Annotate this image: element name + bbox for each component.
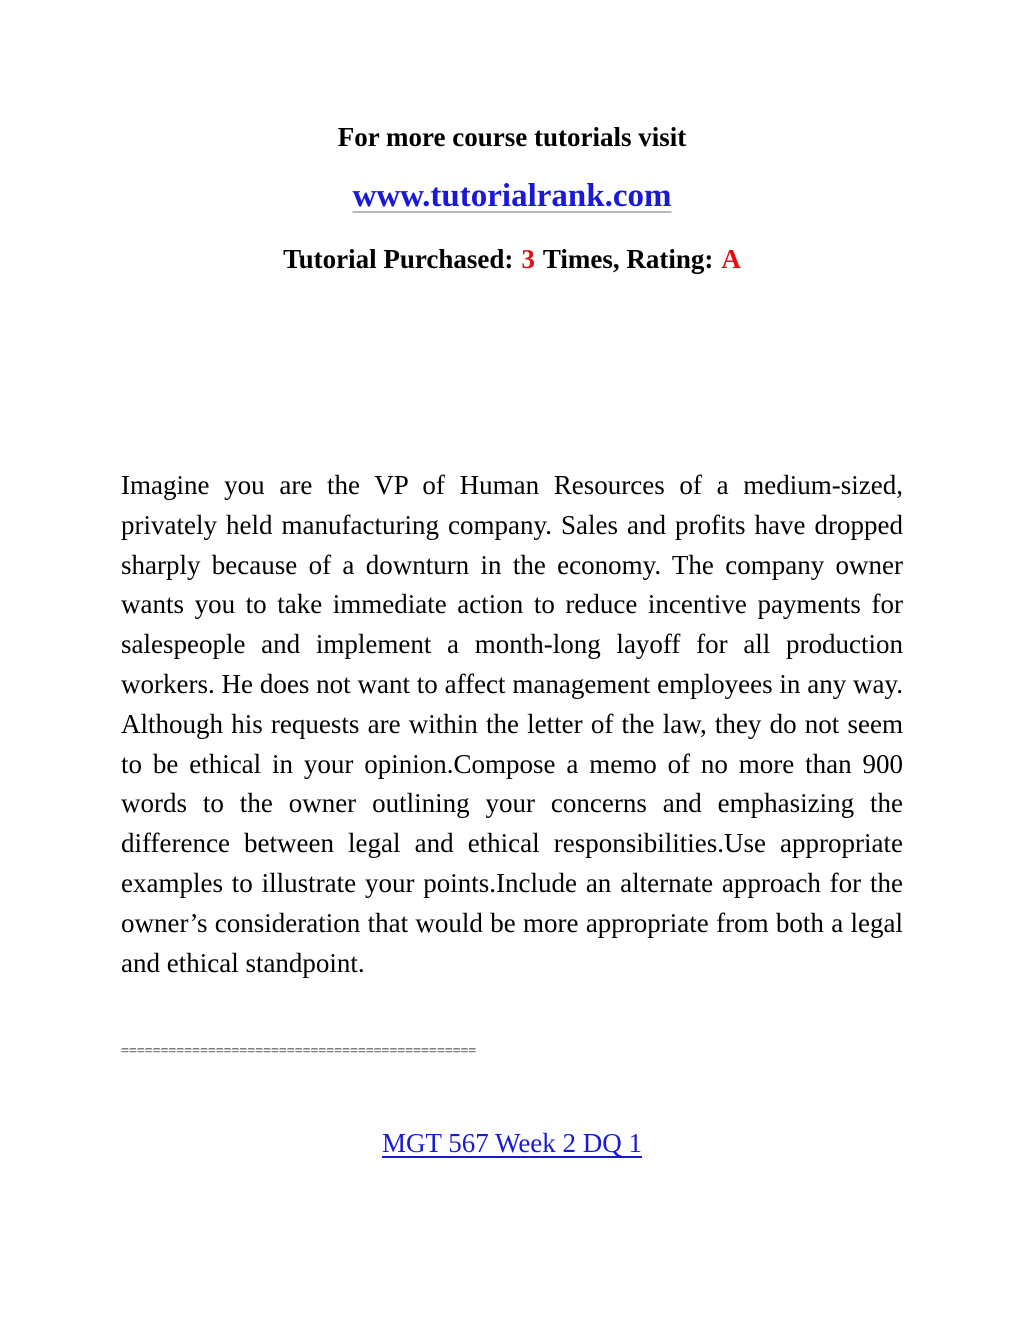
course-link[interactable]: MGT 567 Week 2 DQ 1 bbox=[381, 1128, 643, 1158]
assignment-description: Imagine you are the VP of Human Resources of a medium-sized, privately held manufacturing company. Sales and profits have dropped sharply because of a downturn in the economy. The company owner wants you to take immediate action to reduce incentive payments for salespeople and implement a month-long layoff for all production workers. He does not want to affect management employees in any way. Although his requests are within the letter of the law, they do not seem to be ethical in your opinion.Compose a memo of no more than 900 words to the owner outlining your concerns and emphasizing the difference between legal and ethical responsibilities.Use appropriate examples to illustrate your points.Include an alternate approach for the owner’s consideration that would be more appropriate from both a legal and ethical standpoint. bbox=[121, 470, 903, 978]
purchase-info bbox=[0, 244, 1024, 275]
site-link[interactable]: www.tutorialrank.com bbox=[352, 178, 672, 214]
rating-value: A bbox=[721, 244, 741, 274]
purchased-label: Tutorial Purchased: bbox=[283, 244, 514, 274]
intro-text: For more course tutorials visit bbox=[337, 122, 687, 152]
site-link-row bbox=[0, 178, 1024, 215]
divider-line: ============================================= bbox=[121, 1044, 477, 1059]
footer-link-row bbox=[0, 1128, 1024, 1159]
purchased-count: 3 bbox=[521, 244, 535, 274]
times-rating-label: Times, Rating: bbox=[542, 244, 714, 274]
